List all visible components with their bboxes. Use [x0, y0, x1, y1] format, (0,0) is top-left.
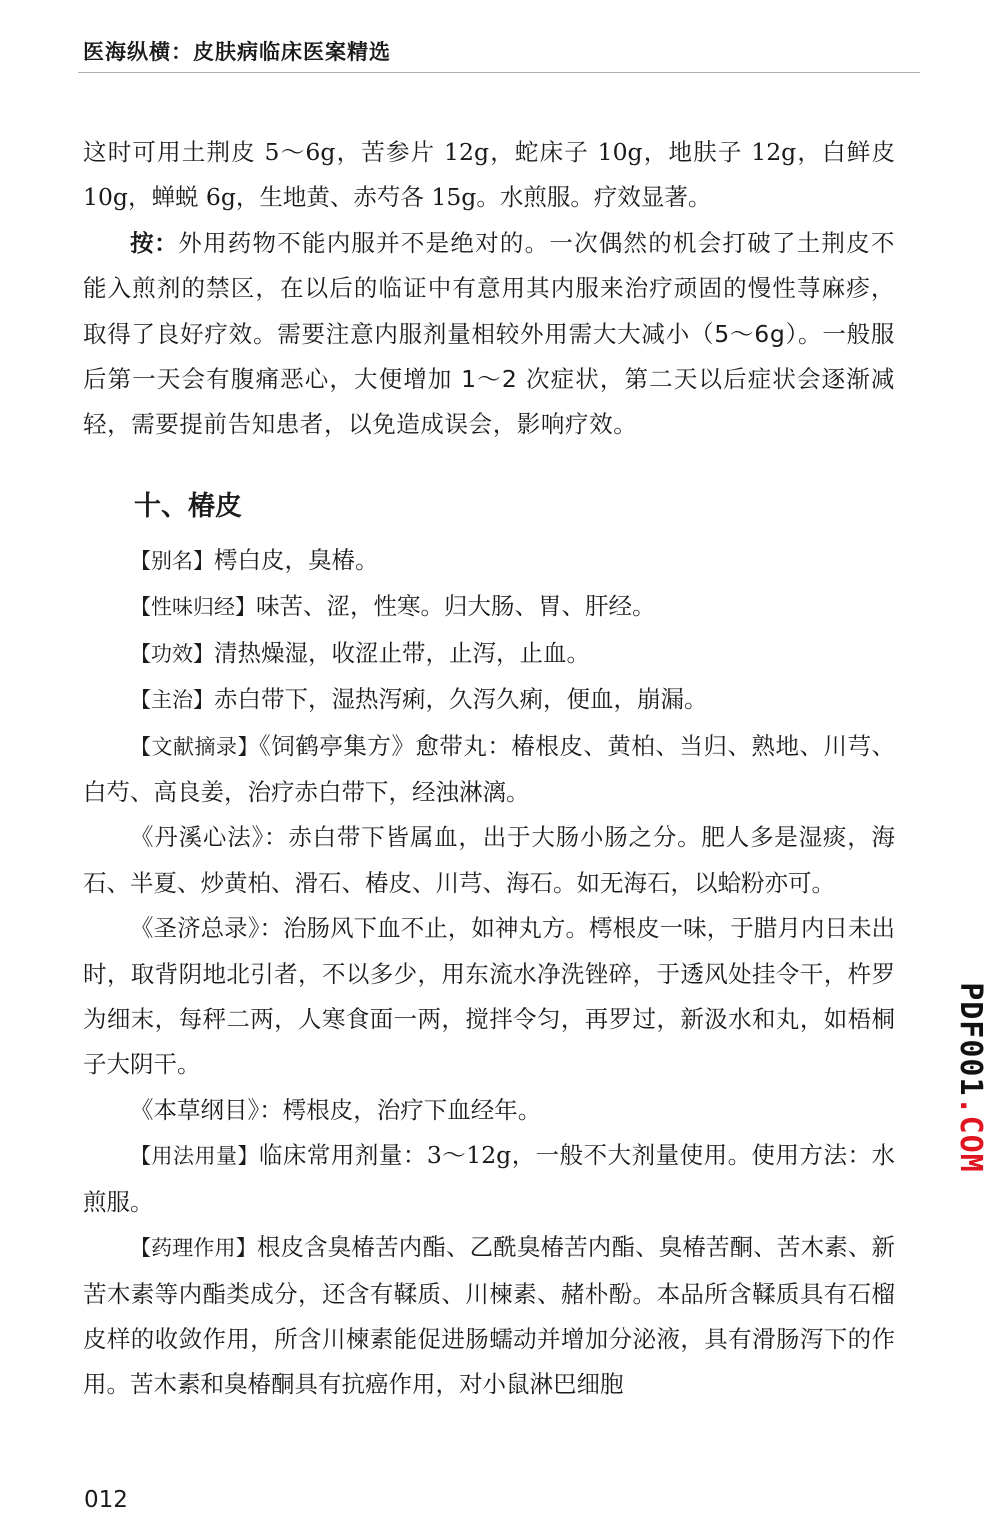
note-paragraph [83, 221, 895, 448]
running-header: 医海纵横：皮肤病临床医案精选 [83, 40, 391, 64]
entry-effect [83, 631, 895, 677]
entry-text: 根皮含臭椿苦内酯、乙酰臭椿苦内酯、臭椿苦酮、苦木素、新苦木素等内酯类成分，还含有鞣质、川楝素、赭朴酚。本品所含鞣质具有石榴皮样的收敛作用，所含川楝素能促进肠蠕动并增加分泌液，具有滑肠泻下的作用。苦木素和臭椿酮具有抗癌作用，对小鼠淋巴细胞 [83, 1233, 895, 1399]
entry-text: 樗白皮，臭椿。 [214, 546, 379, 574]
watermark [952, 981, 988, 1173]
entry-text: 味苦、涩，性寒。归大肠、胃、肝经。 [256, 592, 656, 621]
note-body: 外用药物不能内服并不是绝对的。一次偶然的机会打破了土荆皮不能入煎剂的禁区，在以后的临证中有意用其内服来治疗顽固的慢性荨麻疹，取得了良好疗效。需要注意内服剂量相较外用需大大减小（5～6g）。一般服后第一天会有腹痛恶心，大便增加 1～2 次症状，第二天以后症状会逐渐减轻，需要提前告知患者，以免造成误会，影响疗效。 [83, 228, 896, 439]
note-lead: 按： [130, 228, 179, 257]
entry-nature [83, 584, 895, 630]
section-title: 十、椿皮 [134, 491, 242, 522]
herb-entries [83, 538, 895, 1408]
entry-tag: 【用法用量】 [130, 1144, 259, 1169]
entry-tag: 【药理作用】 [130, 1236, 257, 1261]
page-number: 012 [84, 1487, 128, 1513]
watermark-suffix: .COM [952, 1096, 988, 1173]
intro-text [83, 130, 895, 448]
entry-text: 《饲鹤亭集方》愈带丸：椿根皮、黄柏、当归、熟地、川芎、白芍、高良姜，治疗赤白带下，经浊淋漓。 [83, 731, 895, 807]
citation-bencao: 《本草纲目》：樗根皮，治疗下血经年。 [130, 1095, 542, 1124]
watermark-text [953, 982, 988, 1173]
entry-indication [83, 677, 895, 723]
citation-shengji: 《圣济总录》：治肠风下血不止，如神丸方。樗根皮一味，于腊月内日未出时，取背阴地北引者，不以多少，用东流水净洗锉碎，于透风处挂令干，杵罗为细末，每秤二两，人寒食面一两，搅拌令匀，再罗过，新汲水和丸，如梧桐子大阴干。 [83, 914, 895, 1079]
entry-tag: 【文献摘录】 [130, 734, 260, 759]
watermark-prefix: PDF001 [952, 981, 988, 1097]
entry-alias [83, 538, 895, 584]
entry-text: 临床常用剂量：3～12g，一般不大剂量使用。使用方法：水煎服。 [83, 1141, 895, 1216]
entry-pharmacology [83, 1225, 895, 1408]
entry-text: 清热燥湿，收涩止带，止泻，止血。 [214, 638, 590, 667]
entry-tag: 【功效】 [130, 641, 214, 666]
entry-tag: 【别名】 [130, 549, 214, 573]
intro-paragraph: 这时可用土荆皮 5～6g，苦参片 12g，蛇床子 10g，地肤子 12g，白鲜皮 10g，蝉蜕 6g，生地黄、赤芍各 15g。水煎服。疗效显著。 [83, 138, 895, 212]
entry-tag: 【性味归经】 [130, 595, 256, 620]
entry-literature [83, 724, 895, 816]
entry-tag: 【主治】 [130, 688, 214, 713]
entry-dosage [83, 1133, 895, 1225]
citation-danxi: 《丹溪心法》：赤白带下皆属血，出于大肠小肠之分。肥人多是湿痰，海石、半夏、炒黄柏、滑石、椿皮、川芎、海石。如无海石，以蛤粉亦可。 [83, 823, 895, 897]
header-divider [78, 72, 920, 73]
entry-text: 赤白带下，湿热泻痢，久泻久痢，便血，崩漏。 [214, 685, 708, 714]
